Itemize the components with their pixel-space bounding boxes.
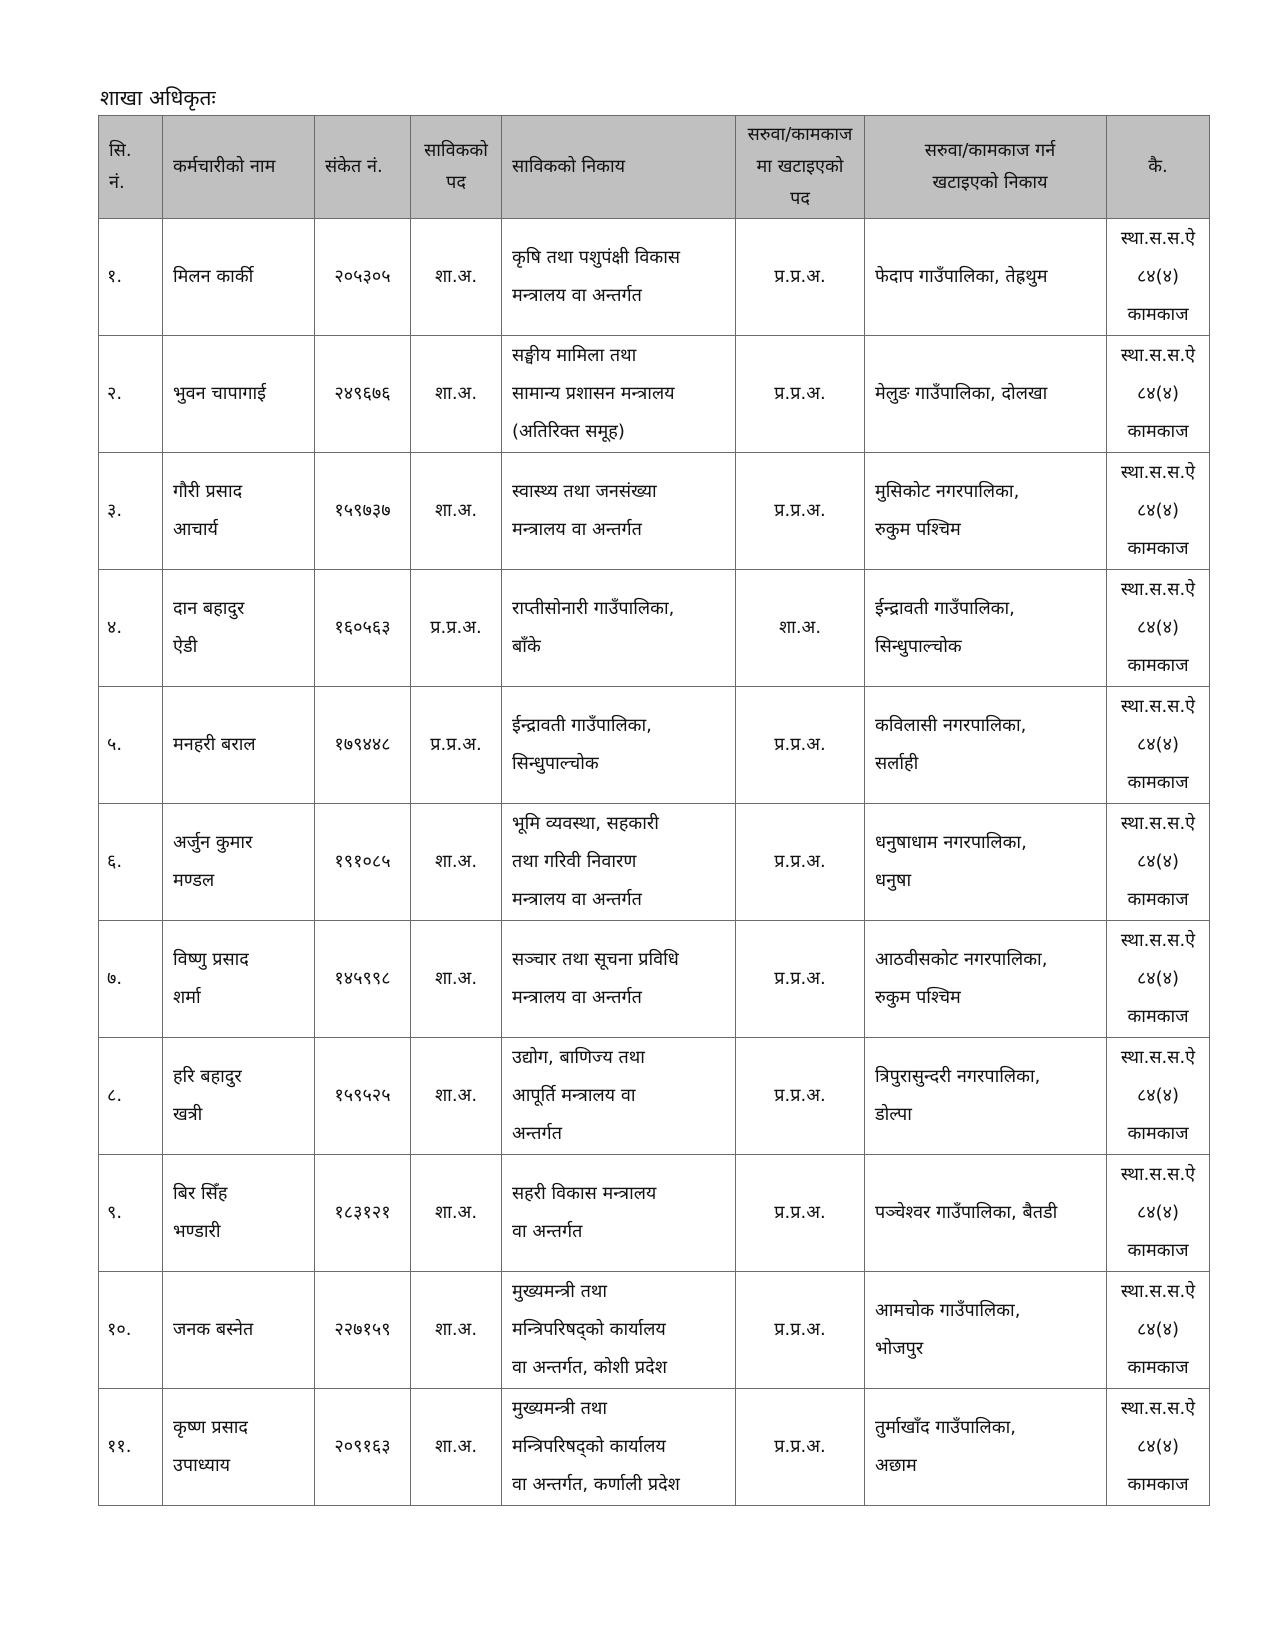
cell-serial-number: ११. <box>99 1389 163 1506</box>
cell-line: रुकुम पश्चिम <box>875 519 961 540</box>
cell-assigned-office <box>865 219 1107 336</box>
cell-assigned-post: प्र.प्र.अ. <box>736 1389 865 1506</box>
cell-remarks <box>1107 804 1210 921</box>
cell-line: स्था.स.स.ऐ <box>1120 462 1196 483</box>
cell-line: स्था.स.स.ऐ <box>1120 579 1196 600</box>
cell-line: अन्तर्गत <box>512 1123 562 1144</box>
cell-assigned-office <box>865 1038 1107 1155</box>
cell-line: कविलासी नगरपालिका, <box>875 715 1027 736</box>
cell-line: उद्योग, बाणिज्य तथा <box>512 1047 645 1068</box>
cell-line: विष्णु प्रसाद <box>173 949 249 970</box>
cell-serial-number: ३. <box>99 453 163 570</box>
cell-line: अछाम <box>875 1455 917 1476</box>
cell-line: सञ्चार तथा सूचना प्रविधि <box>512 949 679 970</box>
cell-assigned-office <box>865 570 1107 687</box>
cell-employee-name <box>163 336 315 453</box>
cell-line: मन्त्रालय वा अन्तर्गत <box>512 285 642 306</box>
cell-line: मुसिकोट नगरपालिका, <box>875 481 1020 502</box>
cell-line: पञ्चेश्वर गाउँपालिका, बैतडी <box>875 1202 1058 1223</box>
cell-assigned-office <box>865 804 1107 921</box>
cell-assigned-post: प्र.प्र.अ. <box>736 804 865 921</box>
cell-remarks <box>1107 1038 1210 1155</box>
header-assigned-office <box>865 116 1107 219</box>
cell-line: ८४(४) <box>1136 968 1180 989</box>
cell-previous-office <box>502 219 736 336</box>
cell-line: स्वास्थ्य तथा जनसंख्या <box>512 481 657 502</box>
header-code-number: संकेत नं. <box>315 116 411 219</box>
cell-serial-number: ७. <box>99 921 163 1038</box>
cell-line: कामकाज <box>1127 772 1189 793</box>
cell-code-number: २२७१५९ <box>315 1272 411 1389</box>
cell-previous-post: शा.अ. <box>411 921 502 1038</box>
header-line: पद <box>446 172 466 193</box>
table-row <box>99 1038 1210 1155</box>
cell-line: कामकाज <box>1127 889 1189 910</box>
cell-line: सिन्धुपाल्चोक <box>512 753 599 774</box>
cell-line: त्रिपुरासुन्दरी नगरपालिका, <box>875 1066 1041 1087</box>
cell-code-number: १५९७३७ <box>315 453 411 570</box>
cell-remarks <box>1107 687 1210 804</box>
cell-remarks <box>1107 1272 1210 1389</box>
header-line: साविकको <box>424 140 488 161</box>
cell-line: आपूर्ति मन्त्रालय वा <box>512 1085 636 1106</box>
cell-line: हरि बहादुर <box>173 1066 242 1087</box>
cell-employee-name <box>163 804 315 921</box>
cell-previous-post: शा.अ. <box>411 1272 502 1389</box>
cell-line: खत्री <box>173 1104 203 1125</box>
table-row <box>99 1272 1210 1389</box>
cell-assigned-office <box>865 453 1107 570</box>
cell-line: कामकाज <box>1127 1357 1189 1378</box>
cell-line: तुर्माखाँद गाउँपालिका, <box>875 1417 1016 1438</box>
cell-line: वा अन्तर्गत, कर्णाली प्रदेश <box>512 1474 680 1495</box>
cell-previous-post: शा.अ. <box>411 804 502 921</box>
cell-line: ८४(४) <box>1136 851 1180 872</box>
cell-previous-office <box>502 1038 736 1155</box>
header-line: सरुवा/कामकाज <box>747 124 853 145</box>
cell-serial-number: २. <box>99 336 163 453</box>
cell-line: सामान्य प्रशासन मन्त्रालय <box>512 383 675 404</box>
header-previous-office: साविकको निकाय <box>502 116 736 219</box>
cell-remarks <box>1107 921 1210 1038</box>
cell-line: सहरी विकास मन्त्रालय <box>512 1183 657 1204</box>
cell-assigned-post: प्र.प्र.अ. <box>736 687 865 804</box>
header-remarks: कै. <box>1107 116 1210 219</box>
cell-line: राप्तीसोनारी गाउँपालिका, <box>512 598 675 619</box>
cell-assigned-office <box>865 687 1107 804</box>
header-line: सि. <box>109 140 132 161</box>
header-serial-number <box>99 116 163 219</box>
cell-assigned-office <box>865 921 1107 1038</box>
cell-line: (अतिरिक्त समूह) <box>512 421 625 442</box>
cell-remarks <box>1107 336 1210 453</box>
cell-previous-post: शा.अ. <box>411 1389 502 1506</box>
cell-line: जनक बस्नेत <box>173 1319 254 1340</box>
cell-line: मेलुङ गाउँपालिका, दोलखा <box>875 383 1048 404</box>
cell-line: उपाध्याय <box>173 1455 231 1476</box>
table-row <box>99 804 1210 921</box>
cell-line: भोजपुर <box>875 1338 924 1359</box>
cell-employee-name <box>163 687 315 804</box>
cell-assigned-post: प्र.प्र.अ. <box>736 1038 865 1155</box>
cell-line: कामकाज <box>1127 304 1189 325</box>
cell-line: मुख्यमन्त्री तथा <box>512 1398 608 1419</box>
cell-code-number: २४९६७६ <box>315 336 411 453</box>
cell-line: तथा गरिवी निवारण <box>512 851 637 872</box>
cell-line: ८४(४) <box>1136 1202 1180 1223</box>
cell-serial-number: १०. <box>99 1272 163 1389</box>
cell-line: मनहरी बराल <box>173 734 256 755</box>
cell-line: मन्त्रिपरिषद्को कार्यालय <box>512 1436 666 1457</box>
cell-line: स्था.स.स.ऐ <box>1120 813 1196 834</box>
cell-line: आचार्य <box>173 519 218 540</box>
cell-line: कामकाज <box>1127 1474 1189 1495</box>
cell-assigned-office <box>865 1389 1107 1506</box>
cell-line: सर्लाही <box>875 753 919 774</box>
header-line: नं. <box>109 172 125 193</box>
cell-remarks <box>1107 1155 1210 1272</box>
cell-line: कामकाज <box>1127 1240 1189 1261</box>
header-line: खटाइएको निकाय <box>932 172 1048 193</box>
table-row <box>99 336 1210 453</box>
header-assigned-post <box>736 116 865 219</box>
cell-line: शर्मा <box>173 987 201 1008</box>
cell-code-number: १६०५६३ <box>315 570 411 687</box>
cell-line: ८४(४) <box>1136 500 1180 521</box>
cell-previous-post: शा.अ. <box>411 1038 502 1155</box>
table-row <box>99 921 1210 1038</box>
cell-previous-office <box>502 453 736 570</box>
cell-previous-post: प्र.प्र.अ. <box>411 570 502 687</box>
cell-line: ८४(४) <box>1136 734 1180 755</box>
cell-line: कामकाज <box>1127 1123 1189 1144</box>
cell-line: डोल्पा <box>875 1104 912 1125</box>
cell-remarks <box>1107 1389 1210 1506</box>
header-previous-post <box>411 116 502 219</box>
table-row <box>99 1155 1210 1272</box>
cell-line: मुख्यमन्त्री तथा <box>512 1281 608 1302</box>
cell-line: धनुषा <box>875 870 912 891</box>
cell-line: मन्त्रिपरिषद्को कार्यालय <box>512 1319 666 1340</box>
cell-line: आमचोक गाउँपालिका, <box>875 1300 1021 1321</box>
cell-line: ८४(४) <box>1136 1319 1180 1340</box>
cell-code-number: १९१०८५ <box>315 804 411 921</box>
table-header <box>99 116 1210 219</box>
cell-assigned-office <box>865 1155 1107 1272</box>
cell-line: रुकुम पश्चिम <box>875 987 961 1008</box>
cell-remarks <box>1107 570 1210 687</box>
cell-assigned-office <box>865 1272 1107 1389</box>
cell-line: कृष्ण प्रसाद <box>173 1417 248 1438</box>
cell-assigned-post: प्र.प्र.अ. <box>736 921 865 1038</box>
cell-previous-office <box>502 687 736 804</box>
cell-previous-post: प्र.प्र.अ. <box>411 687 502 804</box>
cell-previous-office <box>502 1272 736 1389</box>
cell-line: कृषि तथा पशुपंक्षी विकास <box>512 247 681 268</box>
cell-employee-name <box>163 1389 315 1506</box>
cell-line: स्था.स.स.ऐ <box>1120 930 1196 951</box>
cell-line: सङ्घीय मामिला तथा <box>512 345 637 366</box>
cell-serial-number: ९. <box>99 1155 163 1272</box>
cell-code-number: १७९४४८ <box>315 687 411 804</box>
cell-code-number: १४५९९८ <box>315 921 411 1038</box>
cell-assigned-office <box>865 336 1107 453</box>
cell-code-number: २०९१६३ <box>315 1389 411 1506</box>
header-line: पद <box>790 188 810 209</box>
table-row <box>99 453 1210 570</box>
cell-line: ८४(४) <box>1136 1436 1180 1457</box>
cell-remarks <box>1107 453 1210 570</box>
section-title: शाखा अधिकृतः <box>100 86 216 110</box>
cell-line: ८४(४) <box>1136 1085 1180 1106</box>
cell-employee-name <box>163 453 315 570</box>
cell-code-number: २०५३०५ <box>315 219 411 336</box>
table-body <box>99 219 1210 1506</box>
cell-assigned-post: शा.अ. <box>736 570 865 687</box>
header-line: मा खटाइएको <box>756 156 844 177</box>
cell-line: मन्त्रालय वा अन्तर्गत <box>512 519 642 540</box>
cell-serial-number: १. <box>99 219 163 336</box>
table-row <box>99 570 1210 687</box>
cell-line: कामकाज <box>1127 1006 1189 1027</box>
cell-line: स्था.स.स.ऐ <box>1120 1047 1196 1068</box>
cell-line: स्था.स.स.ऐ <box>1120 345 1196 366</box>
cell-employee-name <box>163 921 315 1038</box>
cell-line: बिर सिँह <box>173 1183 228 1204</box>
cell-line: स्था.स.स.ऐ <box>1120 696 1196 717</box>
cell-line: भण्डारी <box>173 1221 221 1242</box>
cell-line: अर्जुन कुमार <box>173 832 253 853</box>
cell-line: स्था.स.स.ऐ <box>1120 1281 1196 1302</box>
cell-previous-office <box>502 921 736 1038</box>
cell-line: ८४(४) <box>1136 383 1180 404</box>
cell-code-number: १५९५२५ <box>315 1038 411 1155</box>
header-line: सरुवा/कामकाज गर्न <box>924 140 1056 161</box>
cell-assigned-post: प्र.प्र.अ. <box>736 219 865 336</box>
header-employee-name: कर्मचारीको नाम <box>163 116 315 219</box>
cell-assigned-post: प्र.प्र.अ. <box>736 1272 865 1389</box>
cell-previous-post: शा.अ. <box>411 219 502 336</box>
staff-transfer-table <box>98 115 1210 1506</box>
cell-line: कामकाज <box>1127 421 1189 442</box>
cell-line: ईन्द्रावती गाउँपालिका, <box>875 598 1015 619</box>
cell-serial-number: ८. <box>99 1038 163 1155</box>
cell-serial-number: ५. <box>99 687 163 804</box>
cell-line: भुवन चापागाई <box>173 383 266 404</box>
cell-line: धनुषाधाम नगरपालिका, <box>875 832 1027 853</box>
header-row <box>99 116 1210 219</box>
cell-code-number: १८३१२१ <box>315 1155 411 1272</box>
cell-assigned-post: प्र.प्र.अ. <box>736 453 865 570</box>
cell-line: ईन्द्रावती गाउँपालिका, <box>512 715 652 736</box>
cell-remarks <box>1107 219 1210 336</box>
table-row <box>99 1389 1210 1506</box>
table-row <box>99 687 1210 804</box>
cell-line: ८४(४) <box>1136 266 1180 287</box>
cell-line: सिन्धुपाल्चोक <box>875 636 962 657</box>
cell-previous-office <box>502 336 736 453</box>
cell-line: फेदाप गाउँपालिका, तेह्रथुम <box>875 266 1048 287</box>
cell-line: मन्त्रालय वा अन्तर्गत <box>512 889 642 910</box>
cell-previous-post: शा.अ. <box>411 336 502 453</box>
cell-line: मन्त्रालय वा अन्तर्गत <box>512 987 642 1008</box>
cell-previous-office <box>502 570 736 687</box>
cell-line: वा अन्तर्गत, कोशी प्रदेश <box>512 1357 667 1378</box>
table-row <box>99 219 1210 336</box>
cell-line: दान बहादुर <box>173 598 245 619</box>
cell-line: गौरी प्रसाद <box>173 481 243 502</box>
cell-assigned-post: प्र.प्र.अ. <box>736 1155 865 1272</box>
cell-previous-office <box>502 1155 736 1272</box>
cell-serial-number: ४. <box>99 570 163 687</box>
cell-line: स्था.स.स.ऐ <box>1120 228 1196 249</box>
cell-employee-name <box>163 1155 315 1272</box>
cell-previous-post: शा.अ. <box>411 1155 502 1272</box>
cell-line: ८४(४) <box>1136 617 1180 638</box>
cell-line: मिलन कार्की <box>173 266 254 287</box>
cell-line: कामकाज <box>1127 655 1189 676</box>
cell-previous-office <box>502 804 736 921</box>
cell-line: वा अन्तर्गत <box>512 1221 583 1242</box>
cell-line: स्था.स.स.ऐ <box>1120 1398 1196 1419</box>
cell-line: कामकाज <box>1127 538 1189 559</box>
cell-assigned-post: प्र.प्र.अ. <box>736 336 865 453</box>
cell-line: बाँके <box>512 636 541 657</box>
cell-employee-name <box>163 219 315 336</box>
cell-line: स्था.स.स.ऐ <box>1120 1164 1196 1185</box>
cell-line: आठवीसकोट नगरपालिका, <box>875 949 1048 970</box>
cell-line: मण्डल <box>173 870 215 891</box>
cell-employee-name <box>163 570 315 687</box>
cell-employee-name <box>163 1038 315 1155</box>
cell-line: भूमि व्यवस्था, सहकारी <box>512 813 659 834</box>
cell-previous-office <box>502 1389 736 1506</box>
cell-employee-name <box>163 1272 315 1389</box>
cell-line: ऐडी <box>173 636 198 657</box>
cell-previous-post: शा.अ. <box>411 453 502 570</box>
cell-serial-number: ६. <box>99 804 163 921</box>
